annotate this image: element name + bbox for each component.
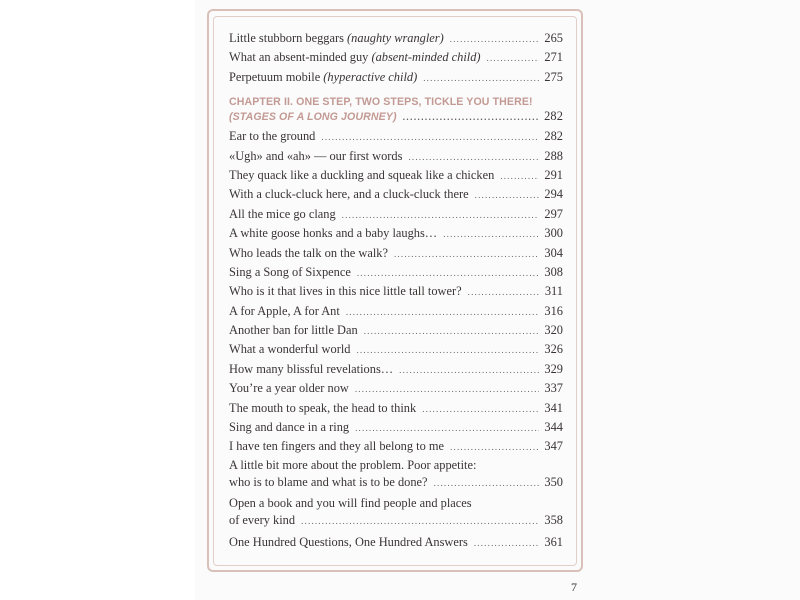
- chapter-title: CHAPTER II. ONE STEP, TWO STEPS, TICKLE YOU THERE!: [229, 96, 533, 109]
- toc-entry: [229, 533, 563, 552]
- toc-entry: [229, 29, 563, 48]
- entry-page-number: 265: [544, 31, 563, 45]
- dot-leader: [301, 513, 539, 530]
- entry-page-number: 304: [544, 245, 563, 260]
- entry-title: Perpetuum mobile: [229, 69, 324, 84]
- entry-title-line1: A little bit more about the problem. Poor appetite:: [229, 457, 477, 472]
- entry-title: Ear to the ground: [229, 129, 316, 144]
- toc-entry: [229, 437, 563, 456]
- entry-title-line1: Open a book and you will find people and places: [229, 495, 472, 510]
- entry-page-number: 291: [544, 167, 563, 182]
- dot-leader: [342, 206, 539, 225]
- entry-page-number: 350: [544, 474, 563, 489]
- toc-entry: [229, 224, 563, 243]
- entry-title: Another ban for little Dan: [229, 323, 358, 338]
- toc-entry: [229, 205, 563, 224]
- dot-leader: [474, 534, 539, 553]
- entry-note: (naughty wrangler): [347, 31, 444, 45]
- entry-page-number: 297: [544, 206, 563, 221]
- toc-entry: [229, 68, 563, 87]
- toc-entry: [229, 263, 563, 282]
- entry-page-number: 311: [544, 284, 563, 299]
- page-number-folio: 7: [571, 580, 577, 594]
- dot-leader: [475, 186, 539, 205]
- entry-title: The mouth to speak, the head to think: [229, 400, 417, 415]
- dot-leader: [346, 303, 539, 322]
- entry-page-number: 326: [544, 342, 563, 357]
- entry-title: A for Apple, A for Ant: [229, 303, 340, 318]
- toc-entry: [229, 147, 563, 166]
- entry-title: Sing a Song of Sixpence: [229, 264, 351, 279]
- entry-title: With a cluck-cluck here, and a cluck-cluck there: [229, 187, 469, 202]
- entry-title: They quack like a duckling and squeak like a chicken: [229, 167, 495, 182]
- entry-page-number: 300: [544, 226, 563, 241]
- dot-leader: [355, 419, 539, 438]
- entry-page-number: 344: [544, 420, 563, 435]
- chapter-page-number: 282: [544, 109, 563, 124]
- dot-leader: [364, 322, 539, 341]
- entry-page-number: 358: [544, 512, 563, 527]
- entry-page-number: 271: [544, 50, 563, 65]
- entry-page-number: 288: [544, 148, 563, 163]
- entry-page-number: 275: [544, 69, 563, 84]
- toc-entry: [229, 340, 563, 359]
- entry-title: What an absent-minded guy: [229, 50, 372, 65]
- dot-leader: [500, 167, 539, 186]
- entry-title: One Hundred Questions, One Hundred Answers: [229, 534, 468, 549]
- toc-entry-multiline: [229, 457, 563, 491]
- dot-leader: [434, 475, 539, 492]
- entry-page-number: 341: [544, 400, 563, 415]
- entry-title: Sing and dance in a ring: [229, 420, 350, 435]
- toc-entry: [229, 244, 563, 263]
- dot-leader: [422, 400, 539, 419]
- entry-page-number: 282: [544, 129, 563, 144]
- chapter-subtitle: (STAGES OF A LONG JOURNEY): [229, 111, 397, 124]
- toc-entry: [229, 360, 563, 379]
- dot-leader: [357, 264, 539, 283]
- entry-title-line2: of every kind: [229, 512, 296, 527]
- chapter-heading: [229, 95, 563, 123]
- entry-title: I have ten fingers and they all belong to me: [229, 439, 445, 454]
- toc-entry: [229, 302, 563, 321]
- entry-note: (hyperactive child): [323, 69, 418, 84]
- table-of-contents: [229, 29, 563, 552]
- entry-title: A white goose honks and a baby laughs…: [229, 226, 438, 241]
- entry-note: (absent-minded child): [371, 50, 481, 65]
- entry-page-number: 316: [544, 303, 563, 318]
- dot-leader: [356, 341, 539, 360]
- dot-leader: [443, 225, 539, 244]
- entry-title: All the mice go clang: [229, 206, 336, 221]
- dot-leader: [408, 148, 539, 167]
- toc-entry: [229, 166, 563, 185]
- dot-leader: [399, 361, 539, 380]
- entry-title: «Ugh» and «ah» — our first words: [229, 148, 403, 163]
- toc-entry-multiline: [229, 495, 563, 529]
- dot-leader: [423, 69, 539, 88]
- dot-leader: [487, 49, 539, 68]
- toc-entry: [229, 185, 563, 204]
- toc-entry: [229, 321, 563, 340]
- dot-leader: [394, 245, 539, 264]
- entry-page-number: 329: [544, 361, 563, 376]
- dot-leader: [468, 283, 539, 302]
- toc-entry: [229, 127, 563, 146]
- toc-entry: [229, 48, 563, 67]
- entry-page-number: 294: [544, 187, 563, 202]
- dot-leader: [403, 110, 539, 124]
- dot-leader: [321, 128, 539, 147]
- entry-page-number: 347: [544, 439, 563, 454]
- chapter-subtitle-row: [229, 109, 563, 123]
- entry-title: Who leads the talk on the walk?: [229, 245, 388, 260]
- dot-leader: [355, 380, 539, 399]
- entry-page-number: 308: [544, 264, 563, 279]
- entry-page-number: 337: [544, 381, 563, 396]
- entry-title-line2: who is to blame and what is to be done?: [229, 474, 428, 489]
- toc-entry: [229, 418, 563, 437]
- entry-title: You’re a year older now: [229, 381, 349, 396]
- entry-page-number: 320: [544, 323, 563, 338]
- entry-title: How many blissful revelations…: [229, 361, 394, 376]
- entry-page-number: 361: [544, 534, 563, 549]
- toc-entry: [229, 399, 563, 418]
- dot-leader: [450, 438, 539, 457]
- toc-entry: [229, 379, 563, 398]
- dot-leader: [450, 30, 539, 49]
- toc-entry: [229, 282, 563, 301]
- entry-title: What a wonderful world: [229, 342, 351, 357]
- entry-title: Who is it that lives in this nice little tall tower?: [229, 284, 462, 299]
- entry-title: Little stubborn beggars: [229, 31, 348, 45]
